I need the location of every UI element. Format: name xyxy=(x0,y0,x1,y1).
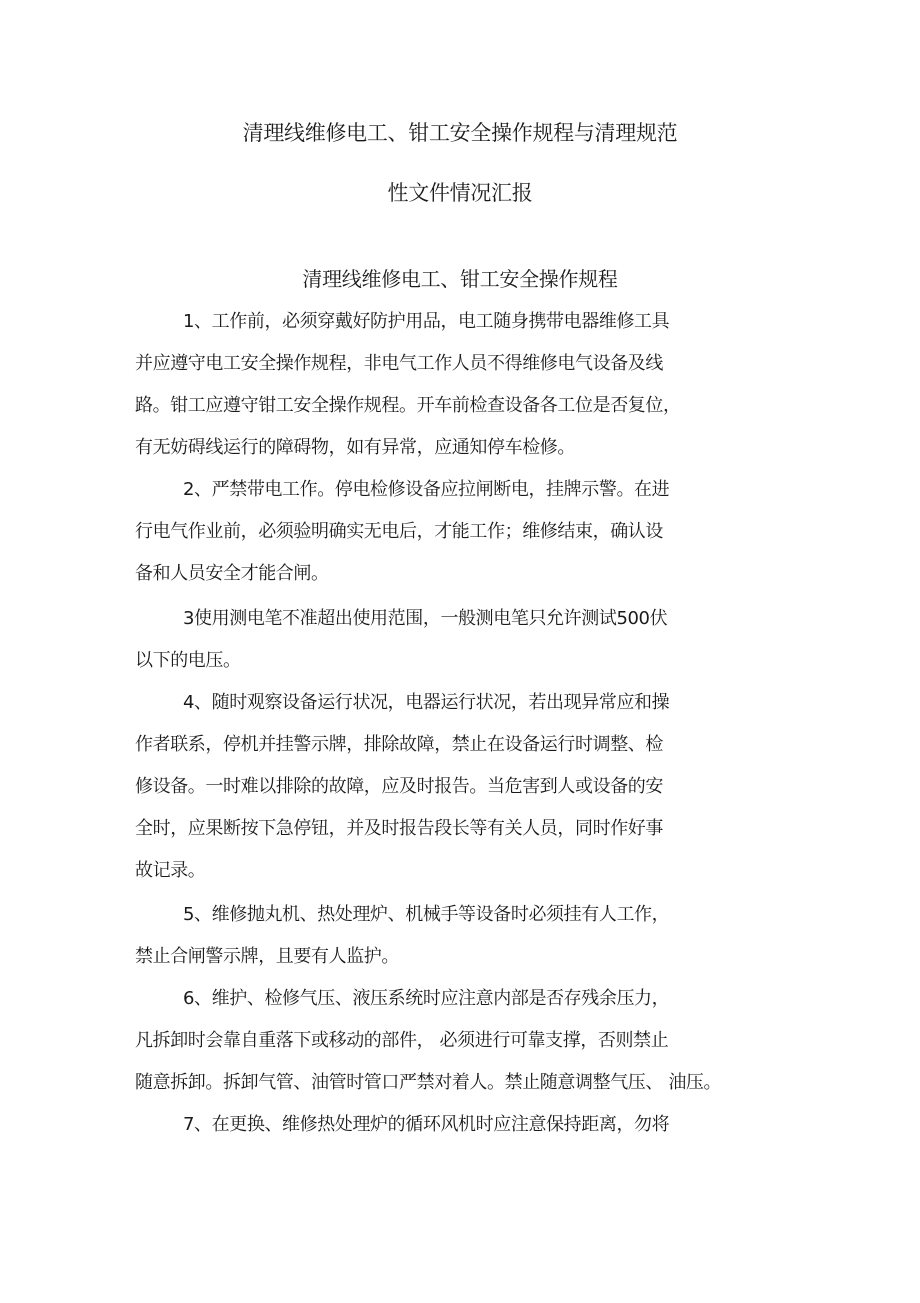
text-line: 并应遵守电工安全操作规程，非电气工作人员不得维修电气设备及线 xyxy=(135,353,663,374)
text-line: 全时，应果断按下急停钮，并及时报告段长等有关人员，同时作好事 xyxy=(135,818,663,839)
text-line: 7、在更换、维修热处理炉的循环风机时应注意保持距离，勿将 xyxy=(183,1114,670,1135)
section-subtitle: 清理线维修电工、钳工安全操作规程 xyxy=(302,267,618,291)
text-line: 行电气作业前，必须验明确实无电后，才能工作；维修结束，确认设 xyxy=(135,521,663,542)
text-line: 作者联系，停机并挂警示牌，排除故障，禁止在设备运行时调整、检 xyxy=(135,734,663,755)
text-line: 1、工作前，必须穿戴好防护用品，电工随身携带电器维修工具 xyxy=(183,311,670,332)
text-line: 随意拆卸。拆卸气管、油管时管口严禁对着人。禁止随意调整气压、 油压。 xyxy=(135,1072,722,1093)
document-title-line-2: 性文件情况汇报 xyxy=(387,181,533,205)
text-line: 3使用测电笔不准超出使用范围，一般测电笔只允许测试500伏 xyxy=(183,608,668,629)
text-line: 凡拆卸时会靠自重落下或移动的部件， 必须进行可靠支撑，否则禁止 xyxy=(135,1030,669,1051)
document-title-line-1: 清理线维修电工、钳工安全操作规程与清理规范 xyxy=(242,121,678,145)
text-line: 备和人员安全才能合闸。 xyxy=(135,563,329,584)
text-line: 4、随时观察设备运行状况，电器运行状况，若出现异常应和操 xyxy=(183,692,670,713)
text-line: 路。钳工应遵守钳工安全操作规程。开车前检查设备各工位是否复位， xyxy=(135,395,681,416)
text-line: 有无妨碍线运行的障碍物，如有异常，应通知停车检修。 xyxy=(135,437,575,458)
text-line: 6、维护、检修气压、液压系统时应注意内部是否存残余压力， xyxy=(183,988,670,1009)
text-line: 故记录。 xyxy=(135,860,206,881)
text-line: 以下的电压。 xyxy=(135,650,241,671)
text-line: 5、维修抛丸机、热处理炉、机械手等设备时必须挂有人工作， xyxy=(183,904,670,925)
text-line: 修设备。一时难以排除的故障，应及时报告。当危害到人或设备的安 xyxy=(135,776,663,797)
text-line: 禁止合闸警示牌，且要有人监护。 xyxy=(135,946,399,967)
text-line: 2、严禁带电工作。停电检修设备应拉闸断电，挂牌示警。在进 xyxy=(183,479,670,500)
